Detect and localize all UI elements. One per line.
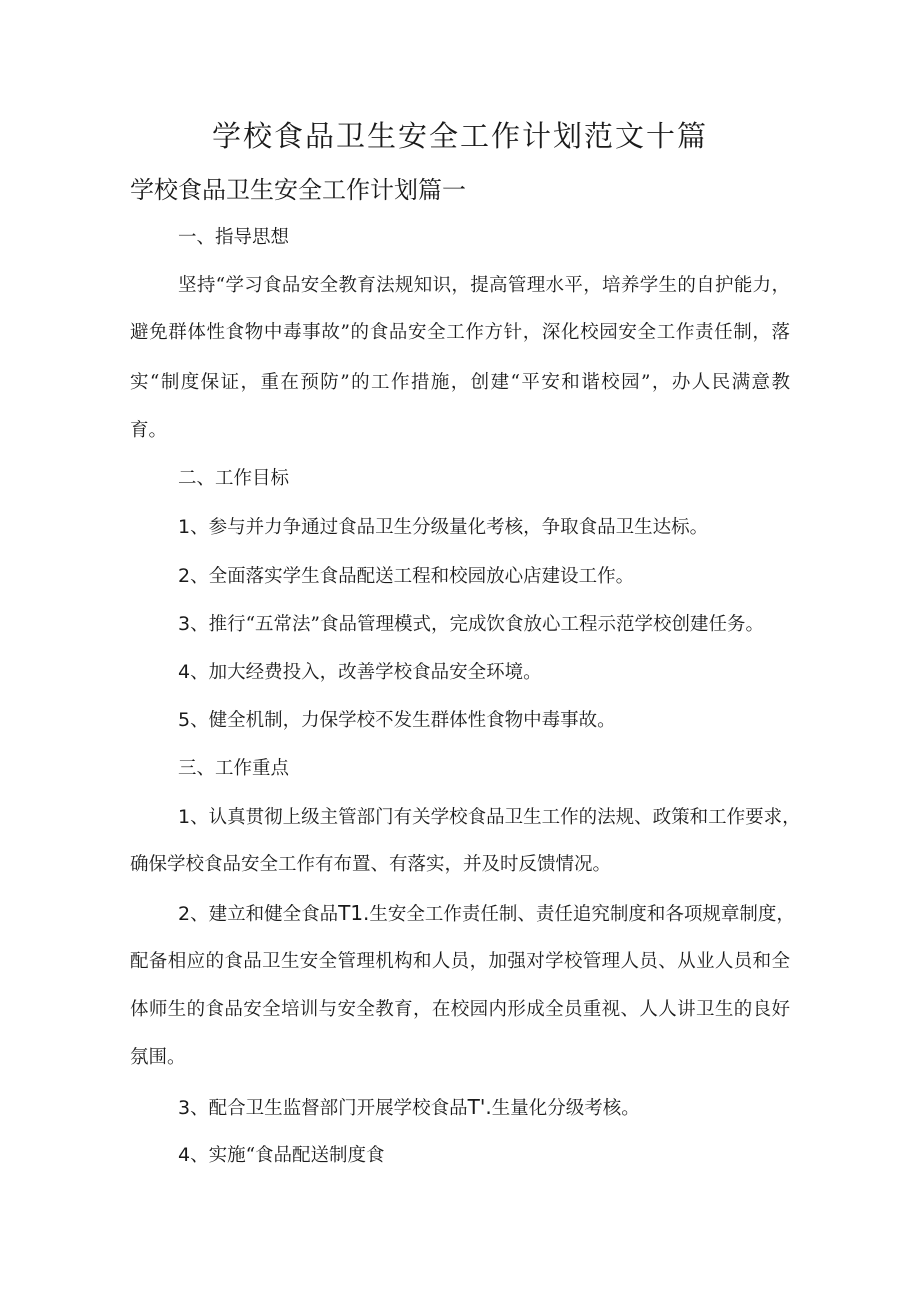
focus-item-2-text-b: 生安全工作责任制、责任追究制度和各项规章制度， [369,904,795,925]
part1-heading: 一、指导思想 [178,227,290,248]
part2-heading: 二、工作目标 [178,468,290,489]
focus-item-4-number: 4 [178,1144,191,1166]
section-heading: 学校食品卫生安全工作计划篇一 [130,176,466,204]
goal-item-5-number: 5 [178,709,191,731]
focus-item-2-text-a: 、建立和健全食品 [190,904,339,925]
goal-item-3-number: 3 [178,613,191,635]
part1-paragraph-line-2: 避免群体性食物中毒事故”的食品安全工作方针，深化校园安全工作责任制，落 [130,322,790,343]
focus-item-1-line-1 [178,805,801,830]
focus-item-1-line-2: 确保学校食品安全工作有布置、有落实，并及时反馈情况。 [130,854,612,875]
goal-item-1 [178,515,708,540]
goal-item-2-text: 、全面落实学生食品配送工程和校园放心店建设工作。 [190,566,635,587]
focus-item-4-text: 、实施“食品配送制度食 [190,1145,385,1166]
focus-item-3-text-b: 生量化分级考核。 [491,1098,640,1119]
focus-item-2-line-2: 配备相应的食品卫生安全管理机构和人员，加强对学校管理人员、从业人员和全 [130,951,790,972]
goal-item-4-text: 、加大经费投入，改善学校食品安全环境。 [190,662,542,683]
goal-item-4-number: 4 [178,661,191,683]
focus-item-3 [178,1095,640,1121]
focus-item-2-ocr-fragment: T1. [338,901,370,925]
document-title: 学校食品卫生安全工作计划范文十篇 [211,119,708,153]
part3-heading: 三、工作重点 [178,758,290,779]
focus-item-2-line-1 [178,901,795,927]
part1-paragraph-line-1: 坚持“学习食品安全教育法规知识，提高管理水平，培养学生的自护能力， [178,275,790,296]
focus-item-1-text: 、认真贯彻上级主管部门有关学校食品卫生工作的法规、政策和工作要求， [190,807,801,828]
focus-item-2-number: 2 [178,903,191,925]
goal-item-4 [178,660,542,685]
goal-item-2-number: 2 [178,565,191,587]
goal-item-1-text: 、参与并力争通过食品卫生分级量化考核，争取食品卫生达标。 [190,517,709,538]
focus-item-3-number: 3 [178,1097,191,1119]
focus-item-2-line-3: 体师生的食品安全培训与安全教育，在校园内形成全员重视、人人讲卫生的良好 [130,999,790,1020]
part1-paragraph-line-3: 实“制度保证，重在预防”的工作措施，创建“平安和谐校园”，办人民满意教 [130,372,790,393]
focus-item-4 [178,1143,385,1168]
goal-item-5-text: 、健全机制，力保学校不发生群体性食物中毒事故。 [190,710,616,731]
focus-item-3-text-a: 、配合卫生监督部门开展学校食品 [190,1098,468,1119]
focus-item-3-ocr-fragment: T'. [467,1095,492,1119]
part1-paragraph-line-4: 育。 [130,420,168,441]
goal-item-3-text: 、推行“五常法”食品管理模式，完成饮食放心工程示范学校创建任务。 [190,614,765,635]
goal-item-2 [178,564,634,589]
goal-item-3 [178,612,764,637]
goal-item-1-number: 1 [178,516,191,538]
focus-item-2-line-4: 氛围。 [130,1047,186,1068]
focus-item-1-number: 1 [178,806,191,828]
goal-item-5 [178,708,616,733]
